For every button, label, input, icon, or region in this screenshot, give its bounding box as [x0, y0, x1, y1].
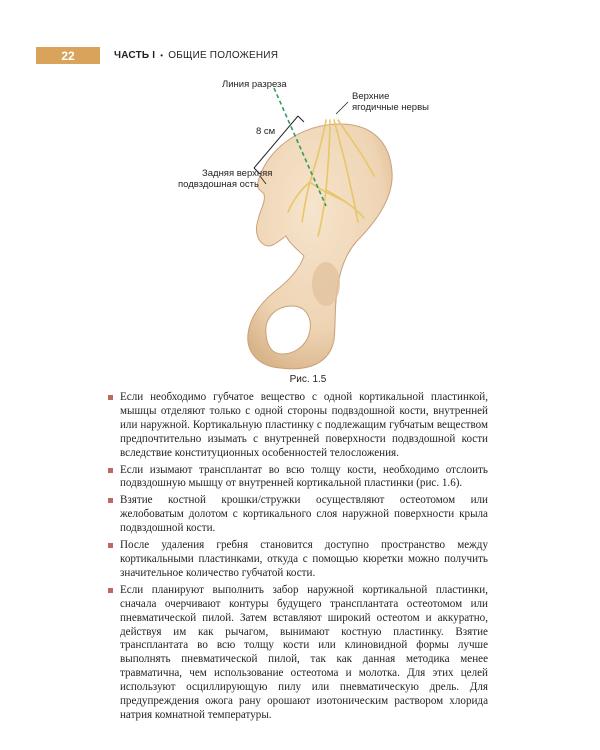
list-item-text: Взятие костной крошки/стружки осуществляют остеотомом или желобоватым долотом с кортикального слоя наружной поверхности крыла подвздошной кости. — [120, 494, 488, 535]
gluteal-nerves-label-line1: Верхние — [352, 91, 390, 102]
ilium-illustration — [150, 72, 480, 372]
cut-line-label: Линия разреза — [222, 79, 287, 90]
distance-label: 8 см — [256, 126, 276, 137]
bullet-marker — [108, 468, 113, 473]
list-item — [108, 464, 488, 492]
header-separator: • — [160, 51, 164, 60]
list-item — [108, 539, 488, 581]
bullet-marker — [108, 588, 113, 593]
list-item — [108, 494, 488, 536]
list-item — [108, 584, 488, 723]
bullet-marker — [108, 395, 113, 400]
figure-caption-text: Рис. 1.5 — [289, 374, 327, 385]
page-number: 22 — [36, 47, 100, 64]
posterior-spine-label-line1: Задняя верхняя — [202, 168, 273, 179]
list-item-text: Если планируют выполнить забор наружной кортикальной пластинки, сначала очерчивают контуры будущего трансплантата остеотомом или пневматической пилой. Затем вставляют широкий остеотом и аккуратно, действуя им как рычагом, вынимают костную пластинку. Взятие трансплантата во всю толщу кости или клиновидной формы лучше выполнять пневматической пилой, так как данная методика менее травматична, чем использование остеотома и молотка. Для этих целей используют осциллирующую пилу или пневматическую дрель. Для предупреждения ожога рану орошают изотоническим раствором хлорида натрия комнатной температуры. — [120, 583, 488, 721]
part-title: ЧАСТЬ I — [114, 50, 156, 61]
gluteal-nerves-label-line2: ягодичные нервы — [352, 102, 429, 113]
figure-caption — [0, 374, 600, 385]
running-header — [36, 47, 278, 64]
figure-ilium — [150, 72, 480, 372]
bullet-list — [108, 391, 488, 726]
list-item-text: Если необходимо губчатое вещество с одной кортикальной пластинкой, мышцы отделяют только с одной стороны подвздошной кости, внутренней или наружной. Кортикальную пластинку с подлежащим губчатым веществом предпочтительно изымать с внутренней поверхности подвздошной кости вследствие конституционных особенностей телосложения. — [120, 391, 488, 459]
list-item-text: Если изымают трансплантат во всю толщу кости, необходимо отслоить подвздошную мышцу от внутренней кортикальной пластинки (рис. 1.6). — [120, 463, 488, 490]
list-item-text: После удаления гребня становится доступно пространство между кортикальными пластинками, откуда с помощью кюретки можно получить значительное количество губчатой кости. — [120, 539, 488, 579]
section-title: ОБЩИЕ ПОЛОЖЕНИЯ — [168, 50, 279, 61]
list-item — [108, 391, 488, 461]
bullet-marker — [108, 498, 113, 503]
acetabulum — [312, 262, 340, 306]
running-head — [114, 50, 278, 61]
bullet-marker — [108, 543, 113, 548]
posterior-spine-label-line2: подвздошная ость — [178, 179, 259, 190]
